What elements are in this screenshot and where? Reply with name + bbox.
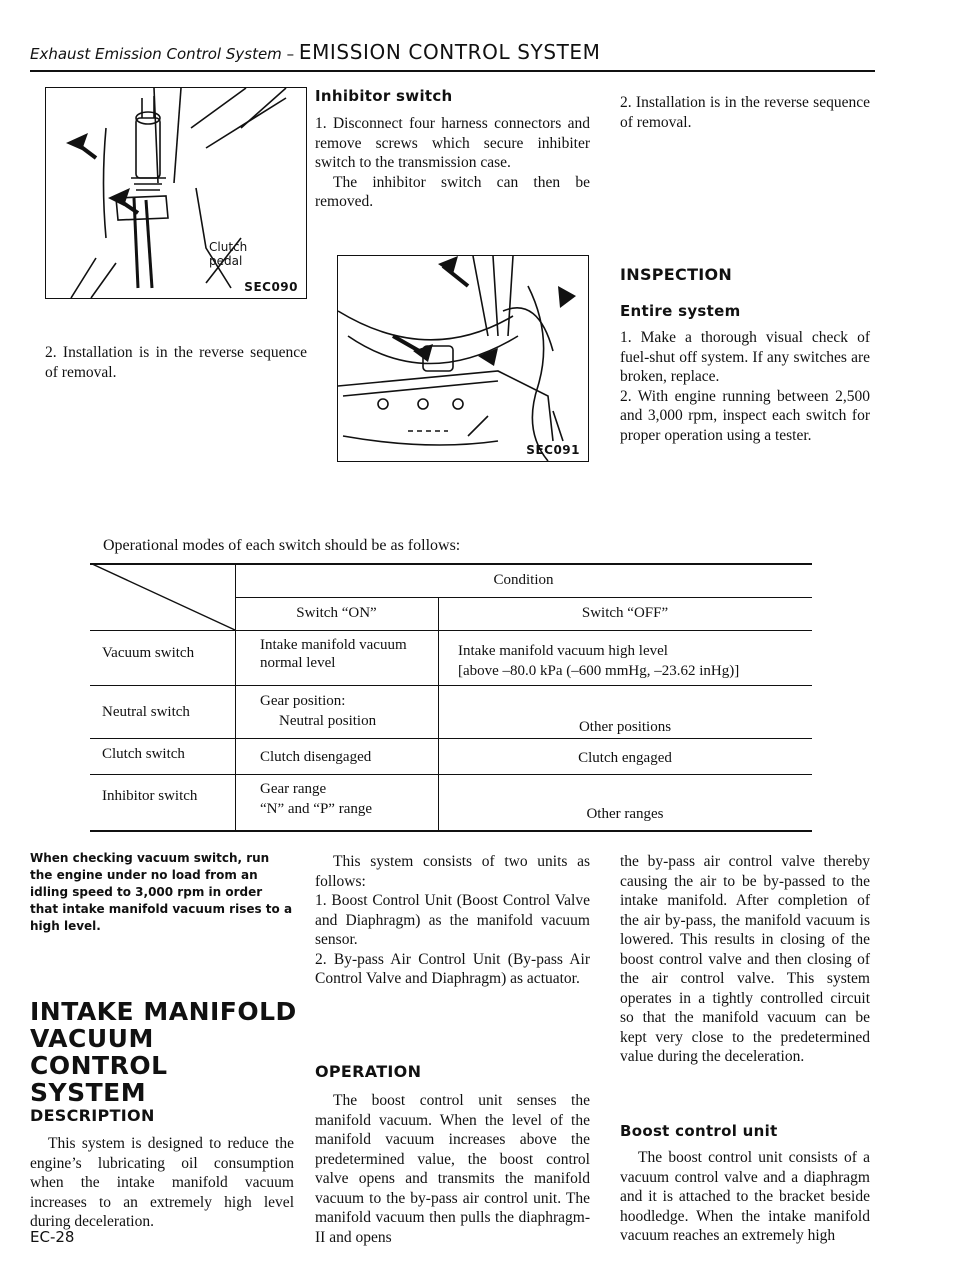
header-dash: – <box>281 45 299 63</box>
table-intro: Operational modes of each switch should be as follows: <box>103 537 461 554</box>
operation-heading: OPERATION <box>315 1062 422 1081</box>
col3-installation-step: 2. Installation is in the reverse sequence of removal. <box>620 94 870 131</box>
title-line-2: VACUUM CONTROL <box>30 1024 168 1080</box>
inhibitor-note: The inhibitor switch can then be removed. <box>315 173 590 210</box>
row-neutral-name: Neutral switch <box>102 704 190 720</box>
units-intro: This system consists of two units as follows: <box>315 853 590 890</box>
entire-system-text <box>620 328 870 445</box>
row-vacuum-on-1: Intake manifold vacuum <box>260 637 407 653</box>
table-header-rule <box>90 630 812 631</box>
row-neutral-off-1: Other positions <box>578 719 672 735</box>
vacuum-switch-note: When checking vacuum switch, run the engine under no load from an idling speed to 3,000 rpm in order that intake manifold vacuum rises to a high level. <box>30 851 293 933</box>
table-col-divider-2 <box>438 597 439 830</box>
figure-label-clutch-pedal: Clutch pedal <box>209 240 248 268</box>
row-neutral-on-2: Neutral position <box>279 713 377 729</box>
header-chapter: EMISSION CONTROL SYSTEM <box>298 40 601 64</box>
row-clutch-on-1: Clutch disengaged <box>260 749 372 765</box>
inhibitor-step1: 1. Disconnect four harness connectors and remove screws which secure inhibiter switch to the transmission case. <box>315 115 590 171</box>
title-line-1: INTAKE MANIFOLD <box>30 997 297 1026</box>
table-row2-rule <box>90 738 812 739</box>
inspection-heading: INSPECTION <box>620 265 733 284</box>
header-rule <box>30 70 875 72</box>
header-section: Exhaust Emission Control System <box>30 45 282 63</box>
table-condition-rule <box>235 597 812 598</box>
description-heading: DESCRIPTION <box>30 1106 155 1125</box>
boost-control-unit-heading: Boost control unit <box>620 1122 778 1140</box>
row-vacuum-off-2: [above –80.0 kPa (–600 mmHg, –23.62 inHg)] <box>458 663 740 679</box>
clutch-switch-illustration <box>46 88 307 299</box>
table-corner-diagonal <box>90 563 235 630</box>
inspection-step1: 1. Make a thorough visual check of fuel-shut off system. If any switches are broken, replace. <box>620 329 870 385</box>
inhibitor-switch-heading: Inhibitor switch <box>315 87 453 105</box>
inspection-step2: 2. With engine running between 2,500 and 3,000 rpm, inspect each switch for proper operation using a tester. <box>620 387 870 444</box>
row-neutral-on-1: Gear position: <box>260 693 346 709</box>
title-line-3: SYSTEM <box>30 1078 147 1107</box>
condition-header: Condition <box>493 572 554 588</box>
table-row3-rule <box>90 774 812 775</box>
entire-system-heading: Entire system <box>620 302 741 320</box>
boost-control-unit-text: The boost control unit consists of a vacuum control valve and a diaphragm and it is attached to the bracket beside hoodledge. When the intake manifold vacuum reaches an extremely high <box>620 1149 870 1244</box>
row-inhibitor-off-1: Other ranges <box>586 806 664 822</box>
operation-continued-text: the by-pass air control valve thereby causing the air to be by-passed to the intake manifold. After completion of the air by-pass, the manifold vacuum is lowered. This results in closing of the boost control valve and then closing of the air control valve. This system operates in a tightly controlled circuit so that the manifold vacuum can be kept very close to the predetermined value during the deceleration. <box>620 853 870 1065</box>
row-inhibitor-on-2: “N” and “P” range <box>260 801 373 817</box>
row-vacuum-off-1: Intake manifold vacuum high level <box>458 643 668 659</box>
page-number: EC-28 <box>30 1228 75 1246</box>
system-units-text <box>315 852 590 989</box>
figure-inhibitor-switch <box>337 255 589 462</box>
inhibitor-switch-illustration <box>338 256 589 462</box>
table-bottom-rule <box>90 830 812 832</box>
inhibitor-switch-text <box>315 114 590 212</box>
col1-installation-step: 2. Installation is in the reverse sequence of removal. <box>45 344 307 381</box>
figure-code-sec090: SEC090 <box>244 280 298 294</box>
row-clutch-name: Clutch switch <box>102 746 185 762</box>
description-text: This system is designed to reduce the engine’s lubricating oil consumption when the intake manifold vacuum increases to an extremely high level during deceleration. <box>30 1135 294 1230</box>
intake-manifold-title <box>30 998 300 1106</box>
table-row1-rule <box>90 685 812 686</box>
figure-clutch-switch <box>45 87 307 299</box>
row-inhibitor-name: Inhibitor switch <box>102 788 198 804</box>
page-header <box>30 40 875 70</box>
units-item2: 2. By-pass Air Control Unit (By-pass Air Control Valve and Diaphragm) as actuator. <box>315 950 590 987</box>
row-inhibitor-on-1: Gear range <box>260 781 327 797</box>
figure-code-sec091: SEC091 <box>526 443 580 457</box>
operation-text: The boost control unit senses the manifold vacuum. When the level of the manifold vacuum increases above the predetermined value, the boost control valve opens and transmits the manifold vacuum to the by-pass air control unit. The manifold vacuum then pulls the diaphragm-II and opens <box>315 1092 590 1246</box>
switch-off-header: Switch “OFF” <box>581 605 669 621</box>
units-item1: 1. Boost Control Unit (Boost Control Valve and Diaphragm) as the manifold vacuum sensor. <box>315 892 590 948</box>
switch-modes-table <box>90 560 812 835</box>
switch-on-header: Switch “ON” <box>296 605 377 621</box>
row-vacuum-name: Vacuum switch <box>102 645 195 661</box>
row-vacuum-on-2: normal level <box>260 655 336 671</box>
row-clutch-off-1: Clutch engaged <box>578 750 672 766</box>
